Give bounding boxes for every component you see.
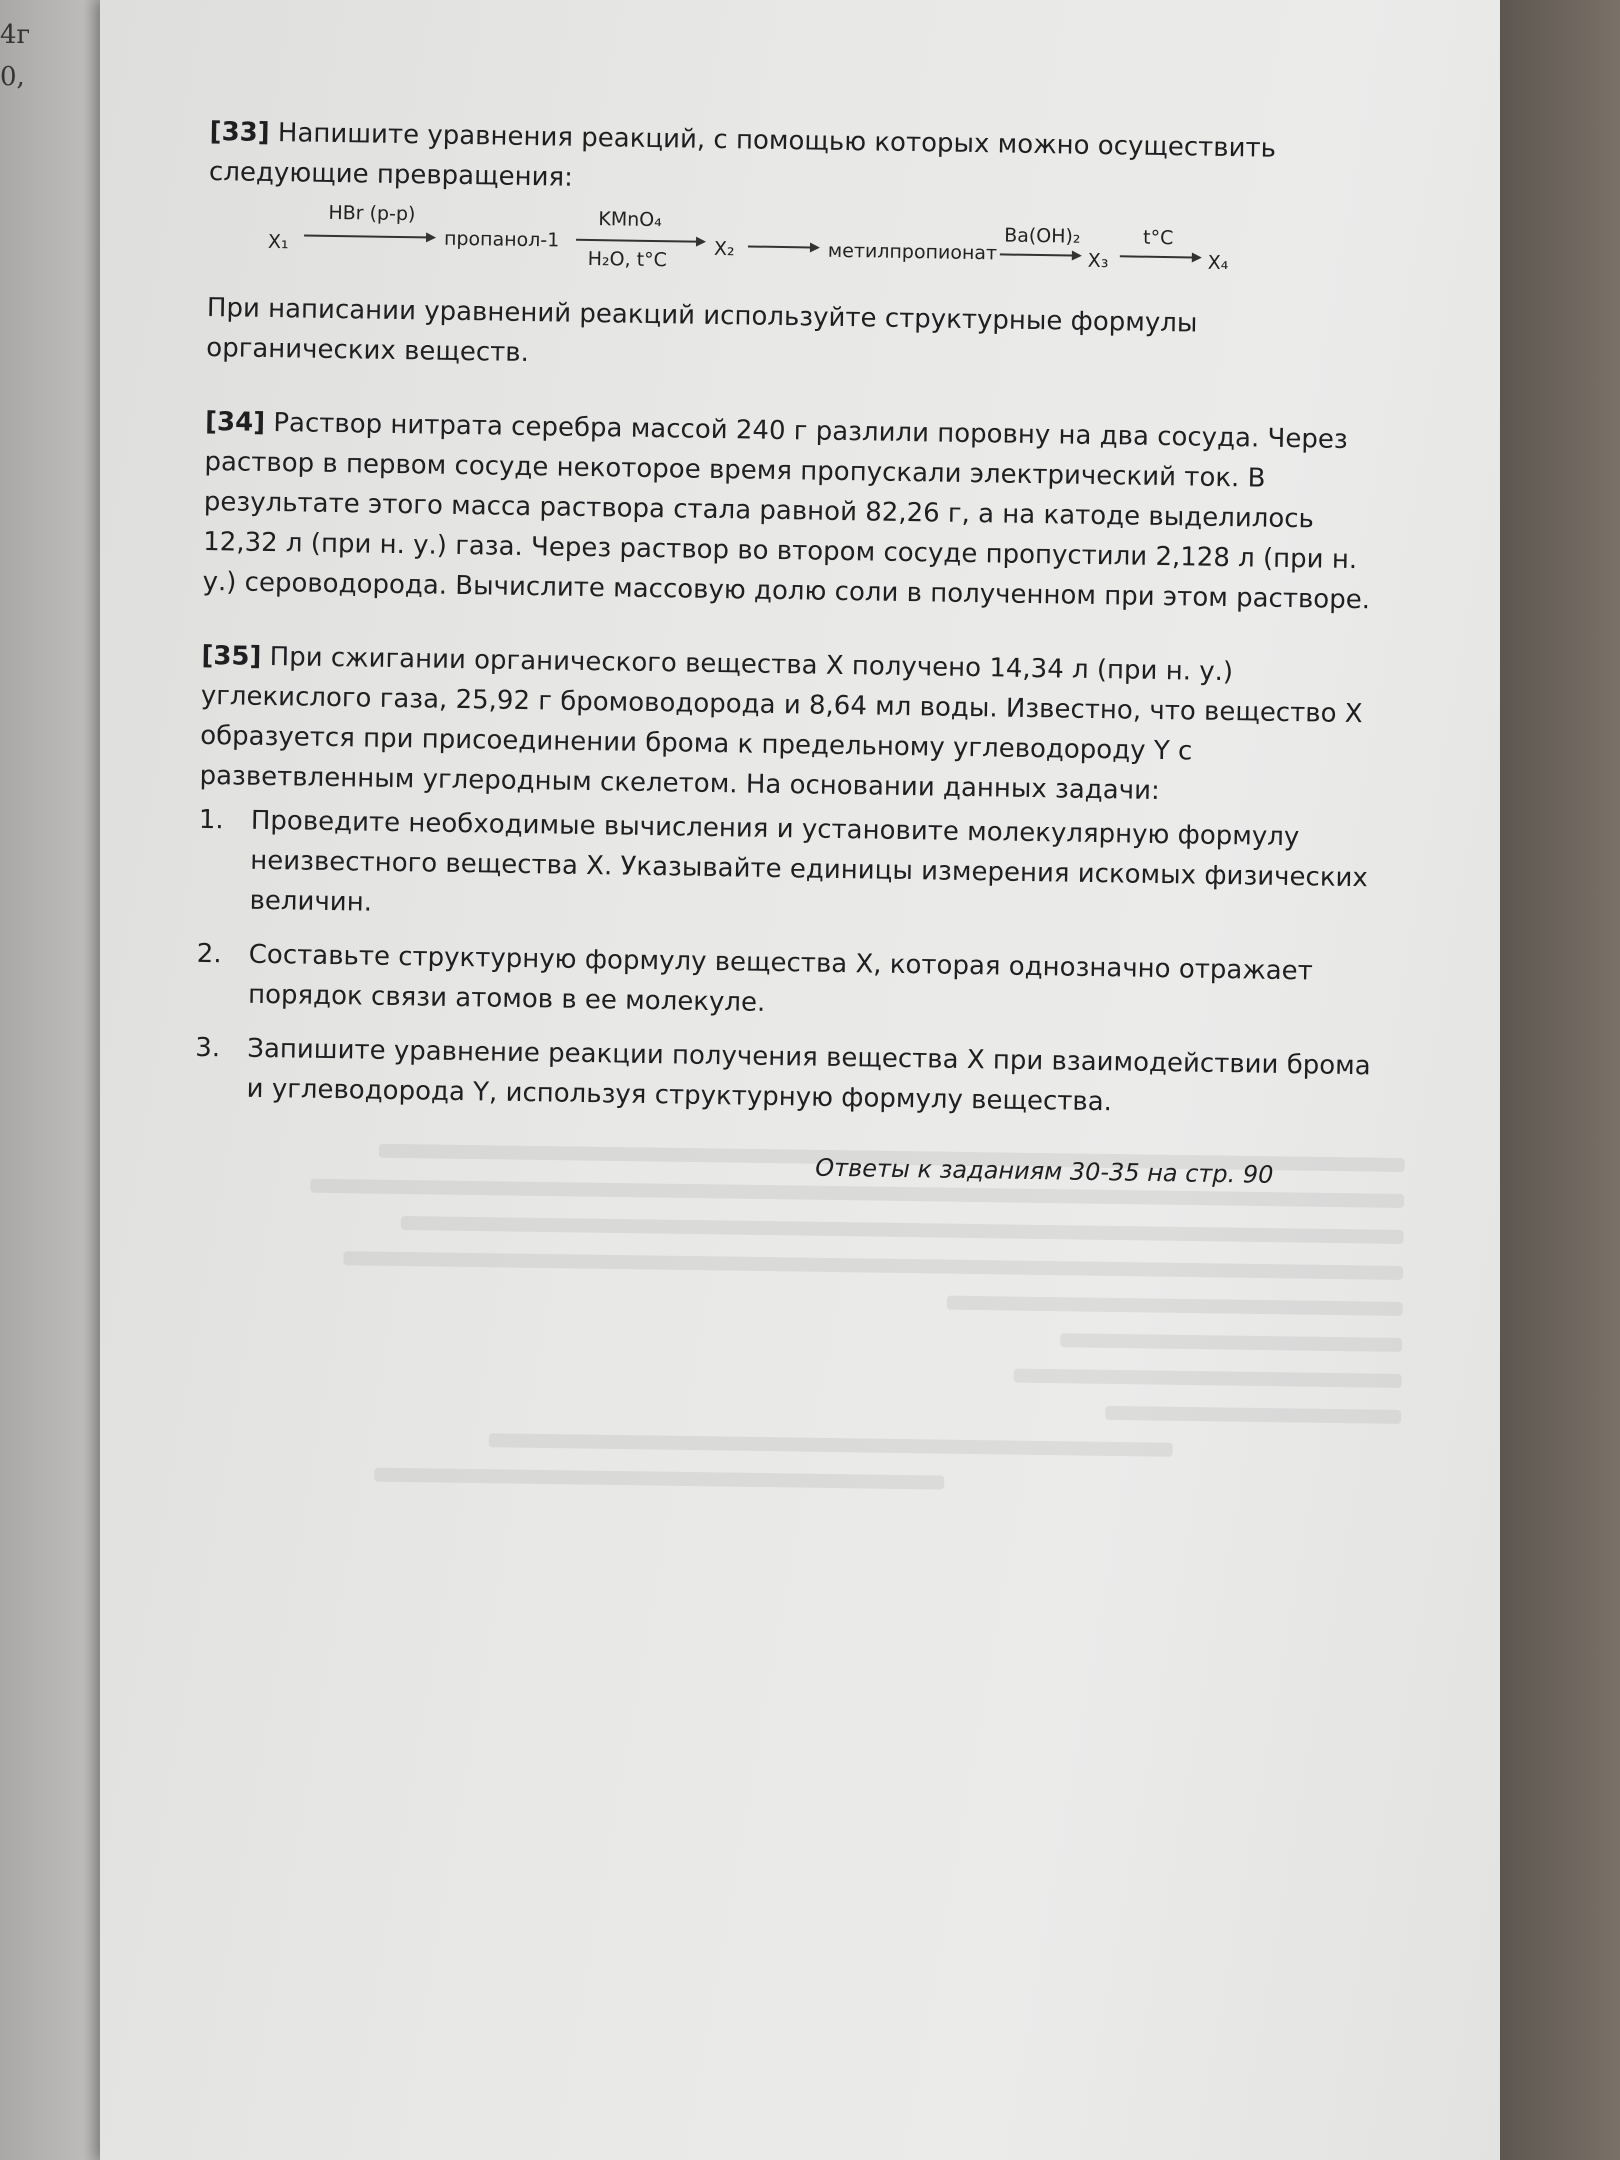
document-body — [193, 112, 1390, 1196]
scheme-x2: X₂ — [713, 237, 735, 261]
task-33-statement — [209, 112, 1390, 211]
scheme-x4: X₄ — [1207, 251, 1229, 275]
page-content-area — [100, 0, 1520, 2160]
task-35 — [194, 636, 1381, 1126]
task-34-statement — [202, 402, 1385, 621]
scheme-arrow-1 — [304, 234, 434, 238]
list-item — [194, 1028, 1375, 1127]
task-35-number: [35] — [201, 640, 262, 672]
edge-mark-2: 0, — [0, 62, 25, 92]
scheme-x3: X₃ — [1087, 249, 1109, 273]
scheme-x1: X₁ — [267, 230, 289, 254]
list-item-number: 2. — [196, 938, 222, 970]
scheme-arrow-3 — [748, 245, 818, 248]
task-34-text: Раствор нитрата серебра массой 240 г разлили поровну на два сосуда. Через раствор в первом сосуде некоторое время пропускали электрический ток. В результате этого масса раствора стала равной 82,26 г, а на катоде выделилось 12,32 л (при н. у.) газа. Через раствор во втором сосуде пропустили 2,128 л (при н. у.) сероводорода. Вычислите массовую долю соли в полученном при этом растворе. — [202, 408, 1371, 616]
scheme-cond3-top: Ba(OH)₂ — [1003, 224, 1081, 248]
scheme-cond2-bottom: H₂O, t°C — [587, 247, 668, 272]
task-33-note: При написании уравнений реакций используйте структурные формулы органических веществ. — [206, 292, 1198, 369]
edge-mark-1: 4г — [0, 20, 31, 50]
scheme-arrow-4 — [1000, 253, 1080, 256]
scheme-methylpropionate: метилпропионат — [827, 239, 998, 265]
list-item-text: Запишите уравнение реакции получения вещества X при взаимодействии брома и углеводорода Y, используя структурную формулу вещества. — [246, 1033, 1371, 1118]
scheme-arrow-2 — [576, 239, 704, 243]
task-34 — [202, 402, 1385, 621]
task-34-number: [34] — [204, 406, 266, 438]
list-item-number: 1. — [198, 804, 224, 836]
task-33-text: Напишите уравнения реакций, с помощью которых можно осуществить следующие превращения: — [208, 118, 1277, 193]
task-33 — [206, 112, 1390, 387]
task-33-number: [33] — [209, 116, 270, 148]
scheme-cond2-top: KMnO₄ — [598, 208, 662, 232]
list-item — [196, 934, 1377, 1033]
list-item — [197, 800, 1379, 939]
answers-reference: Ответы к заданиям 30-35 на стр. 90 — [814, 1153, 1274, 1189]
reaction-scheme — [207, 198, 1388, 293]
task-35-statement — [199, 636, 1381, 815]
list-item-text: Проведите необходимые вычисления и установите молекулярную формулу неизвестного вещества X. Указывайте единицы измерения искомых физических величин. — [249, 805, 1369, 918]
list-item-text: Составьте структурную формулу вещества X, которая однозначно отражает порядок связи атомов в ее молекуле. — [247, 939, 1314, 1018]
scheme-arrow-5 — [1120, 255, 1200, 258]
scheme-propanol: пропанол-1 — [443, 227, 560, 252]
task-35-text: При сжигании органического вещества X получено 14,34 л (при н. у.) углекислого газа, 25,92 г бромоводорода и 8,64 мл воды. Известно, что вещество X образуется при присоединении брома к предельному углеводороду Y с разветвленным углеродным скелетом. На основании данных задачи: — [199, 642, 1363, 806]
scheme-cond1-top: HBr (р-р) — [328, 201, 416, 226]
list-item-number: 3. — [195, 1032, 221, 1064]
task-35-list — [194, 800, 1379, 1126]
scheme-cond4-top: t°C — [1142, 226, 1174, 250]
